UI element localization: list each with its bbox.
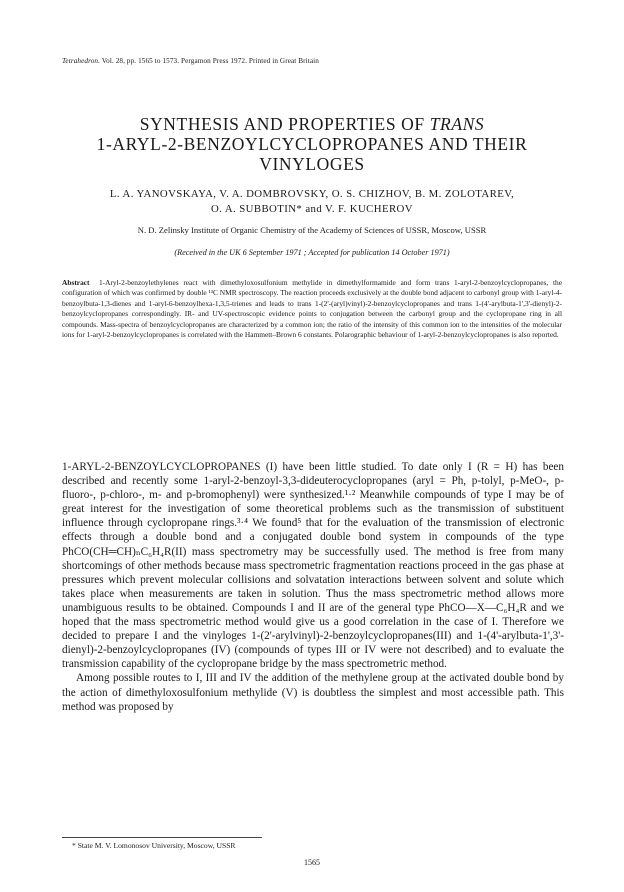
journal-citation: [62, 57, 319, 65]
authors-line-2: O. A. SUBBOTIN* and V. F. KUCHEROV: [211, 203, 413, 215]
footnote: * State M. V. Lomonosov University, Moscow, USSR: [72, 841, 236, 850]
author-list: [62, 187, 562, 217]
title-line-1-text: SYNTHESIS AND PROPERTIES OF: [139, 114, 430, 134]
received-dates: (Received in the UK 6 September 1971 ; Accepted for publication 14 October 1971): [174, 248, 450, 257]
title-line-2: 1-ARYL-2-BENZOYLCYCLOPROPANES AND THEIR: [96, 134, 528, 154]
abstract-text: 1-Aryl-2-benzoylethylenes react with dimethyloxosulfonium methylide in dimethylformamide and form trans 1-aryl-2-benzoylcyclopropanes, the configuration of which was confirmed by double ¹³C NMR spectroscopy. The reaction proceeds exclusively at the double bond adjacent to carbonyl group with 1-aryl-4-benzoylbuta-1,3-dienes and 1-aryl-6-benzoylhexa-1,3,5-trienes and leads to trans 1-(2'-(aryl)vinyl)-2-benzoylcyclopropanes and trans 1-(4'-arylbuta-1',3'-dienyl)-2-benzoylcyclopropanes correspondingly. IR- and UV-spectroscopic evidence points to conjugation between the carbonyl group and the cyclopropane ring in all compounds. Mass-spectra of benzoylcyclopropanes are characterized by a common ion; the ratio of the intensity of this common ion to the intensities of the molecular ions for 1-aryl-2-benzoylcyclopropanes is correlated with the Hammett–Brown 6 constants. Polarographic behaviour of 1-aryl-2-benzoylcyclopropanes is also reported.: [62, 278, 562, 340]
title-line-1: [62, 114, 562, 134]
paper-title: [62, 114, 562, 174]
title-line-1-italic: TRANS: [429, 114, 485, 134]
paragraph-1: 1-ARYL-2-BENZOYLCYCLOPROPANES (I) have been little studied. To date only I (R = H) has been described and recently some 1-aryl-2-benzoyl-3,3-dideuterocyclopropanes (aryl = Ph, p-tolyl, p-MeO-, p-fluoro-, p-chloro-, m- and p-bromophenyl) were synthesized.¹·² Meanwhile compounds of type I may be of great interest for the investigation of some theoretical problems such as the transmission of substituent influence through cyclopropane rings.³·⁴ We found⁵ that for the evaluation of the transmission of electronic effects through a double bond and a conjugated double bond system in compounds of the type PhCO(CH═CH)ₙC₆H₄R(II) mass spectrometry may be successfully used. The method is free from many shortcomings of other methods because mass spectrometric fragmentation reactions proceed in the gas phase at pressures which prevent molecular collisions and solvatation interactions between solvent and solute which takes place when measurements are taken in solution. Thus the mass spectrometric method allows more unambiguous results to be obtained. Compounds I and II are of the general type PhCO—X—C₆H₄R and we hoped that the mass spectrometric method would give us a good correlation in the case of I. Therefore we decided to prepare I and the vinyloges 1-(2'-arylvinyl)-2-benzoylcyclopropanes(III) and 1-(4'-arylbuta-1',3'-dienyl)-2-benzoylcyclopropanes (IV) (compounds of types III or IV were not described) and to evaluate the transmission capability of the cyclopropane bridge by the mass spectrometric method.: [62, 461, 564, 671]
body-text: [62, 460, 564, 714]
abstract-label: Abstract: [62, 278, 90, 287]
paragraph-2: Among possible routes to I, III and IV the addition of the methylene group at the activated double bond by the action of dimethyloxosulfonium methylide (V) is doubtless the simplest and most accessible path. This method was proposed by: [62, 672, 564, 713]
journal-details: Vol. 28, pp. 1565 to 1573. Pergamon Press 1972. Printed in Great Britain: [101, 57, 319, 65]
affiliation: N. D. Zelinsky Institute of Organic Chemistry of the Academy of Sciences of USSR, Moscow, USSR: [137, 225, 487, 235]
title-line-3: VINYLOGES: [259, 154, 365, 174]
abstract: [62, 278, 562, 340]
authors-line-1: L. A. YANOVSKAYA, V. A. DOMBROVSKY, O. S. CHIZHOV, B. M. ZOLOTAREV,: [109, 188, 515, 200]
footnote-divider: [62, 837, 262, 838]
journal-name: Tetrahedron.: [62, 57, 101, 65]
page-number: 1565: [304, 858, 320, 867]
